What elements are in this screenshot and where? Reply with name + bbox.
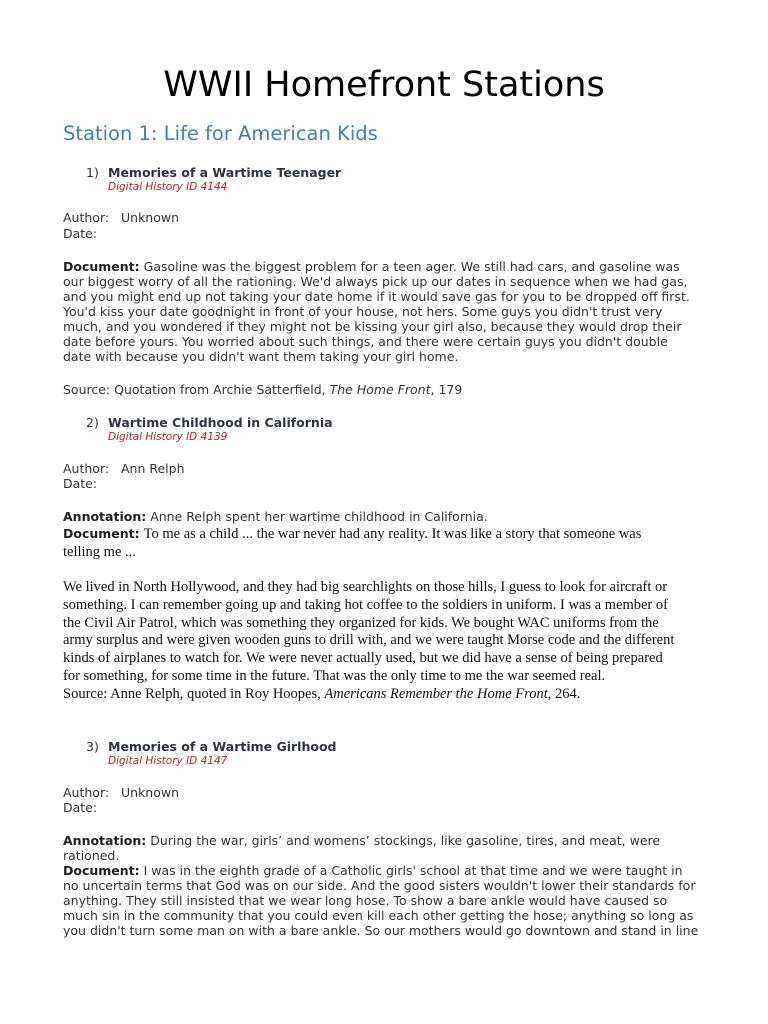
item-2-number: 2) [86, 415, 99, 430]
item-1-document: Document: Gasoline was the biggest problem for a teen ager. We still had cars, and gasoline was our biggest worry of all the rationing. We'd always pick up our dates in sequence when we had gas, and you might end up not taking your date home if it would save gas for you to be dropped off first. You'd kiss your date goodnight in front of your house, not hers. Some guys you didn't trust very much, and you wondered if they might not be kissing your girl also, because they would drop their date before yours. You worried about such things, and there were certain guys you didn't double date with because you didn't want them taking your girl home. [63, 259, 690, 364]
item-1-author-value: Unknown [121, 210, 180, 225]
item-1-digital-history-id: Digital History ID 4144 [108, 181, 228, 193]
item-1-date: Date: [63, 226, 98, 241]
item-2-document: Document: To me as a child ... the war never had any reality. It was like a story that someone was telling me ... [63, 526, 642, 560]
item-2-annotation: Annotation: Anne Relph spent her wartime childhood in California. [63, 509, 488, 524]
item-3-number: 3) [86, 739, 99, 754]
item-3-date: Date: [63, 800, 98, 815]
item-3-title: Memories of a Wartime Girlhood [108, 739, 337, 754]
document-label: Document: [63, 259, 140, 274]
item-3-annotation: Annotation: During the war, girls’ and womens’ stockings, like gasoline, tires, and meat, were rationed. [63, 833, 661, 863]
item-3-heading [86, 739, 337, 755]
item-1-source: Source: Quotation from Archie Satterfield, The Home Front, 179 [63, 382, 463, 397]
item-2-digital-history-id: Digital History ID 4139 [108, 431, 228, 443]
item-2-date: Date: [63, 476, 98, 491]
item-2-title: Wartime Childhood in California [108, 415, 333, 430]
annotation-label: Annotation: [63, 509, 147, 524]
item-1-number: 1) [86, 165, 99, 180]
item-3-document: Document: I was in the eighth grade of a Catholic girls' school at that time and we were taught in no uncertain terms that God was on our side. And the good sisters wouldn't lower their standards for anything. They still insisted that we wear long hose. To show a bare ankle would have caused so much sin in the community that you could even kill each other getting the hose; anything so long as you didn't turn some man on with a bare ankle. So our mothers would go downtown and stand in line [63, 863, 699, 938]
item-3-author-value: Unknown [121, 785, 180, 800]
item-1-author: Author: Unknown [63, 210, 180, 225]
item-1-title: Memories of a Wartime Teenager [108, 165, 342, 180]
item-2-author-value: Ann Relph [121, 461, 185, 476]
page-title: WWII Homefront Stations [163, 65, 605, 105]
item-3-author: Author: Unknown [63, 785, 180, 800]
item-1-source-title: The Home Front [329, 382, 431, 397]
station-heading: Station 1: Life for American Kids [63, 122, 378, 145]
item-2-source-title: Americans Remember the Home Front [324, 685, 548, 702]
item-2-heading [86, 415, 333, 431]
item-2-source: Source: Anne Relph, quoted in Roy Hoopes, Americans Remember the Home Front, 264. [63, 685, 581, 702]
item-3-digital-history-id: Digital History ID 4147 [108, 755, 228, 767]
item-2-author: Author: Ann Relph [63, 461, 185, 476]
item-1-heading [86, 165, 341, 181]
item-2-body: We lived in North Hollywood, and they had big searchlights on those hills, I guess to look for aircraft or something. I can remember going up and taking hot coffee to the soldiers in uniform. I was a member of the Civil Air Patrol, which was something they organized for kids. We bought WAC uniforms from the army surplus and were given wooden guns to drill with, and we were taught Morse code and the different kinds of airplanes to watch for. We were never actually used, but we did have a sense of being prepared for something, for some time in the future. That was the only time to me the war seemed real. Source: Anne Relph, quoted in Roy Hoopes, Americans Remember the Home Front, 264. [63, 579, 675, 702]
